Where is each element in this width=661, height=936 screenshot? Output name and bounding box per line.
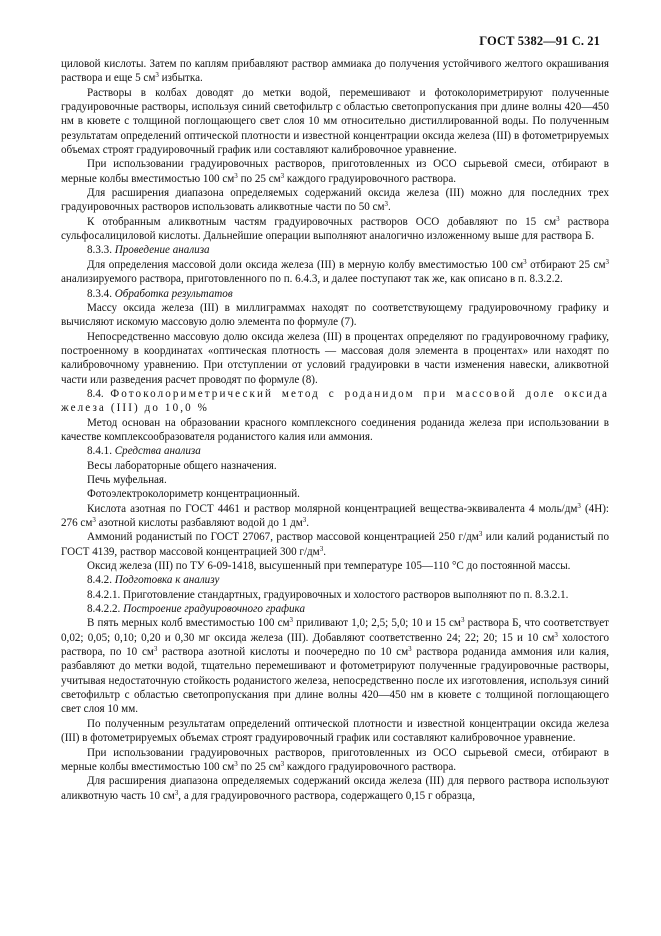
section-title: Фотоколориметрический метод с роданидом при массовой доле оксида железа (III) до 10,0 %: [61, 387, 610, 415]
section-heading-8-4-1: [61, 444, 609, 458]
equipment-item: Весы лабораторные общего назначения.: [87, 459, 277, 472]
section-title: Построение градуировочного графика: [123, 603, 305, 616]
section-heading-8-4-2-2: [61, 602, 609, 616]
paragraph: Для расширения диапазона определяемых содержаний оксида железа (III) можно для последних трех градуировочных растворов использовать аликвотные части по 50 $см^3$.: [61, 187, 609, 214]
equipment-item: Аммоний роданистый по ГОСТ 27067, раствор массовой концентрацией 250 $г/дм^3$ или калий роданистый по ГОСТ 4139, раствор массовой концентрацией 300 $г/дм^3$.: [61, 530, 610, 558]
paragraph: По полученным результатам определений оптической плотности и известной концентрации оксида железа (III) в фотометрируемых объемах строят градуировочный график или составляют калибровочное уравнение.: [61, 717, 609, 745]
section-title: Средства анализа: [114, 445, 201, 458]
section-heading-8-3-4: [61, 287, 609, 301]
equipment-item: Фотоэлектроколориметр концентрационный.: [87, 488, 300, 501]
section-number: 8.4.: [87, 387, 104, 400]
section-heading-8-4: [61, 387, 609, 416]
equipment-item: Кислота азотная по ГОСТ 4461 и раствор молярной концентрацией вещества-эквивалента 4 моль/$дм^3$ (4Н): 276 $см^3$ азотной кислоты разбавляют водой до 1 $дм^3$.: [61, 501, 609, 529]
equipment-item: Оксид железа (III) по ТУ 6-09-1418, высушенный при температуре 105—110 °С до постоянной массы.: [87, 560, 571, 573]
section-heading-8-3-3: [61, 243, 609, 257]
section-number: 8.4.2.2.: [87, 603, 121, 616]
page-header: ГОСТ 5382—91 С. 21: [479, 34, 600, 48]
paragraph: Непосредственно массовую долю оксида железа (III) в процентах определяют по градуировочному графику, построенному в координатах «оптическая плотность — массовая доля элемента в процентах» или находят по калибровочному уравнению. При отступлении от условий градуировки в части изменения навески, аликвотной части или разведения расчет проводят по формуле (8).: [61, 330, 609, 386]
paragraph: При использовании градуировочных растворов, приготовленных из ОСО сырьевой смеси, отбирают в мерные колбы вместимостью 100 $см^3$ по 25 $см^3$ каждого градуировочного раствора.: [61, 158, 609, 185]
section-number: 8.4.2.: [87, 574, 112, 587]
paragraph: циловой кислоты. Затем по каплям прибавляют раствор аммиака до получения устойчивого желтого окрашивания раствора и еще 5 $см^3$ избытка.: [61, 58, 609, 85]
paragraph: Массу оксида железа (III) в миллиграммах находят по соответствующему градуировочному графику и вычисляют искомую массовую долю элемента по формуле (7).: [61, 301, 609, 329]
paragraph: Растворы в колбах доводят до метки водой, перемешивают и фотоколориметрируют полученные градуировочные растворы, используя синий светофильтр с областью светопропускания при длине волны 420—450 нм в кювете с толщиной поглощающего свет слоя 10 мм относительно дистиллированной воды. По полученным результатам определений оптической плотности и известной концентрации оксида железа (III) в фотометрируемых объемах строят градуировочный график или составляют калибровочное уравнение.: [61, 86, 609, 157]
section-number: 8.3.4.: [87, 287, 112, 300]
paragraph: Для определения массовой доли оксида железа (III) в мерную колбу вместимостью 100 $см^3$ отбирают 25 $см^3$ анализируемого раствора, приготовленного по п. 6.4.3, и далее поступают так же, как описано в п. 8.3.2.2.: [61, 257, 609, 286]
section-title: Обработка результатов: [114, 287, 233, 300]
paragraph: 8.4.2.1. Приготовление стандартных, градуировочных и холостого растворов выполняют по п. 8.3.2.1.: [87, 588, 569, 601]
section-number: 8.4.1.: [87, 445, 112, 458]
paragraph: При использовании градуировочных растворов, приготовленных из ОСО сырьевой смеси, отбирают в мерные колбы вместимостью 100 $см^3$ по 25 $см^3$ каждого градуировочного раствора.: [61, 746, 609, 773]
paragraph: В пять мерных колб вместимостью 100 $см^3$ приливают 1,0; 2,5; 5,0; 10 и 15 $см^3$ раствора Б, что соответствует 0,02; 0,05; 0,10; 0,20 и 0,30 мг оксида железа (III). Добавляют соответственно 24; 22; 20; 15 и 10 $см^3$ холостого раствора, по 10 $см^3$ раствора азотной кислоты и поочередно по 10 $см^3$ раствора роданида аммония или калия, разбавляют до метки водой, тщательно перемешивают и фотометрируют полученные градуировочные растворы, учитывая недостаточную стойкость роданистого железа, непосредственно после их изготовления, используя синий светофильтр с областью светопропускания при длине волны 420—450 нм в кювете с толщиной поглощающего свет слоя 10 мм.: [61, 616, 609, 716]
section-title: Проведение анализа: [114, 244, 210, 257]
paragraph: К отобранным аликвотным частям градуировочных растворов ОСО добавляют по 15 $см^3$ раствора сульфосалициловой кислоты. Дальнейшие операции выполняют аналогично изложенному выше для раствора Б.: [61, 214, 609, 243]
document-body: [61, 57, 609, 803]
section-heading-8-4-2: [61, 573, 609, 587]
equipment-item: Печь муфельная.: [87, 473, 167, 486]
paragraph: Для расширения диапазона определяемых содержаний оксида железа (III) для первого раствора используют аликвотную часть 10 $см^3$, а для градуировочного раствора, содержащего 0,15 г образца,: [61, 775, 609, 802]
section-title: Подготовка к анализу: [114, 574, 220, 587]
section-number: 8.3.3.: [87, 244, 112, 257]
paragraph: Метод основан на образовании красного комплексного соединения роданида железа при использовании в качестве комплексообразователя роданистого калия или аммония.: [61, 416, 609, 443]
